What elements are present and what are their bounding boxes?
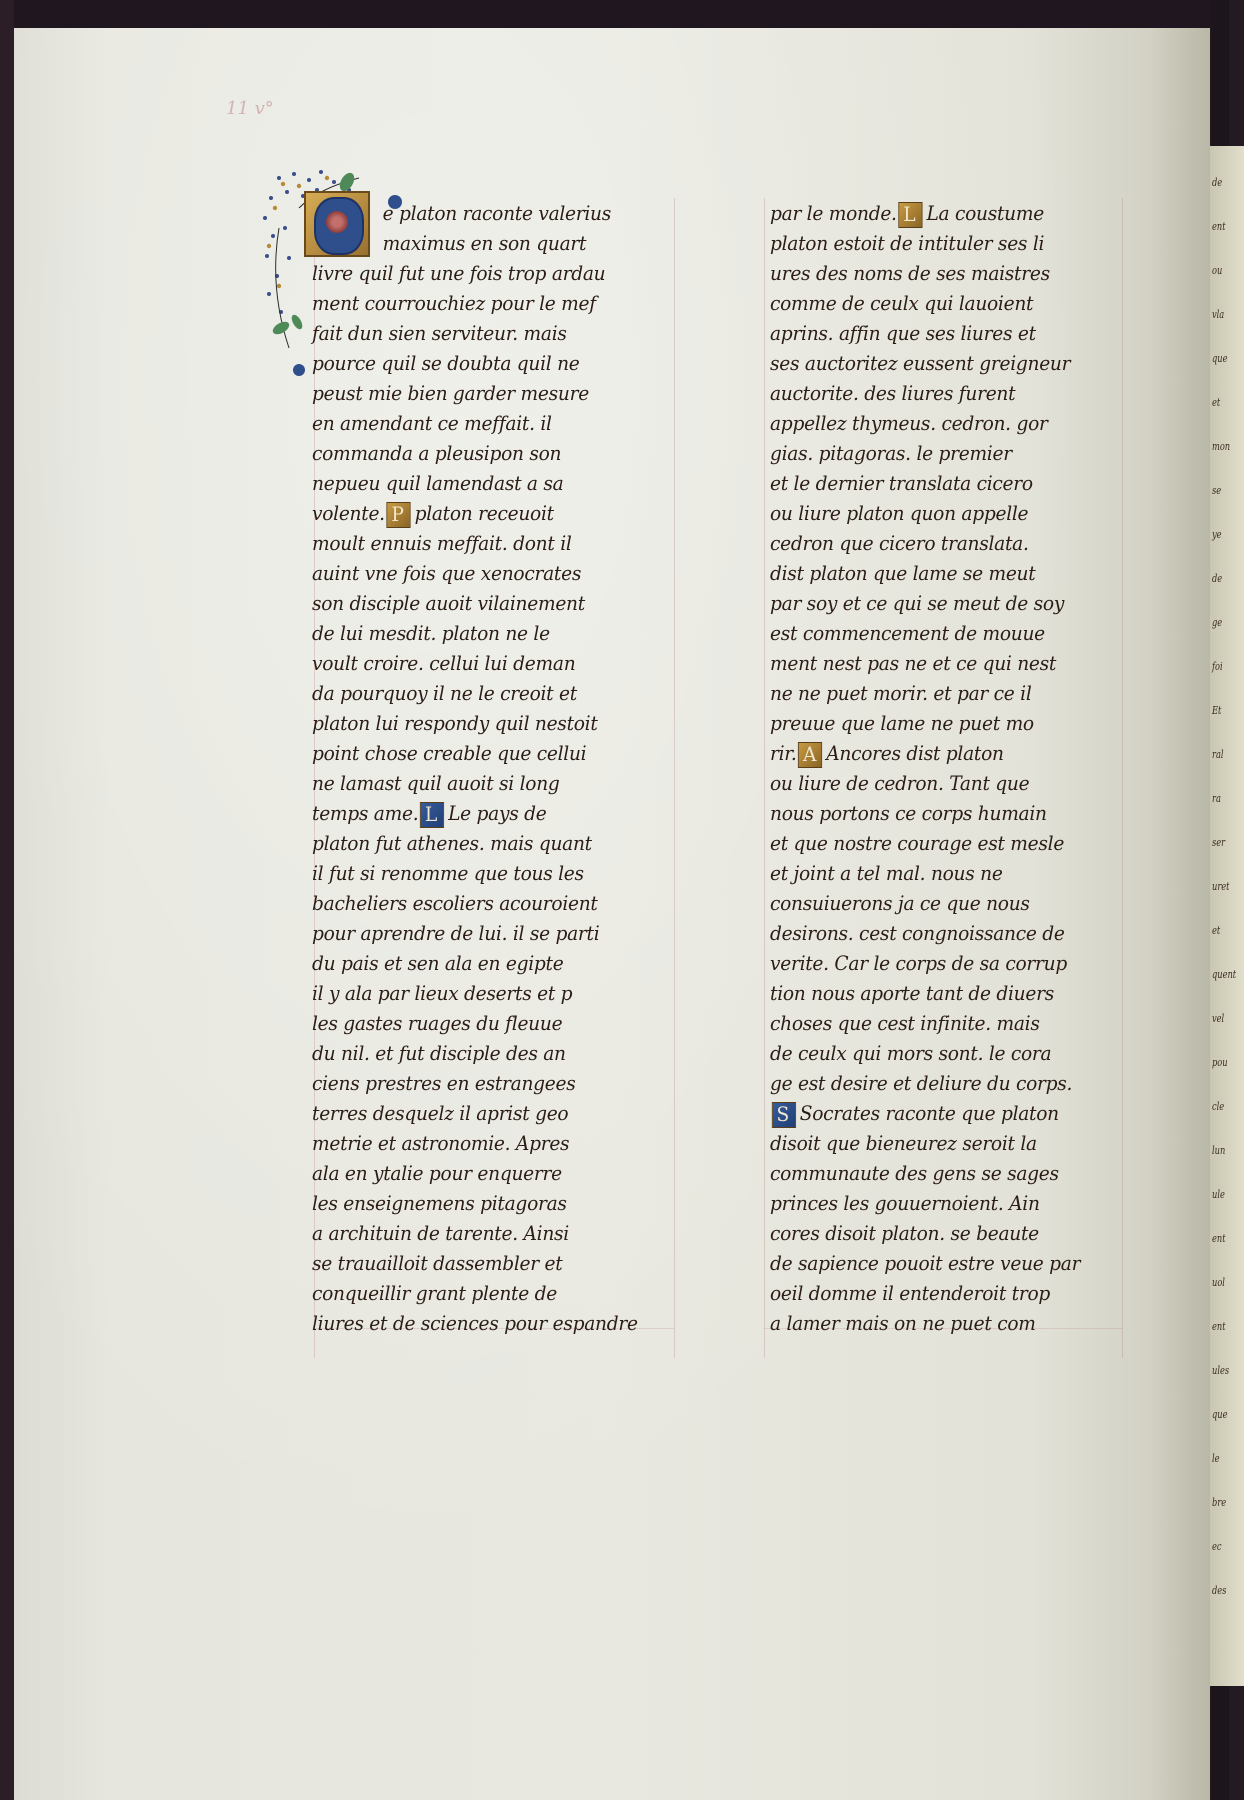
next-leaf-text-fragment: se [1212,484,1222,497]
text-line: de sapience pouoit estre veue par [770,1251,1081,1275]
small-initial: S [772,1102,796,1128]
text-line: et joint a tel mal. nous ne [770,861,1003,885]
text-line: volente. P platon receuoit [312,501,554,526]
text-line: point chose creable que cellui [312,741,587,765]
text-line: platon lui respondy quil nestoit [312,711,598,735]
next-leaf-text-fragment: quent [1212,968,1237,981]
text-line: cedron que cicero translata. [770,531,1029,555]
text-line: conqueillir grant plente de [312,1281,557,1305]
text-line: e platon raconte valerius [382,201,612,225]
text-column-left [312,198,692,1338]
text-line: gias. pitagoras. le premier [770,441,1012,465]
text-line: auctorite. des liures furent [770,381,1016,405]
text-line: ou liure platon quon appelle [770,501,1029,525]
text-line: ge est desire et deliure du corps. [770,1071,1073,1095]
text-line: auint vne fois que xenocrates [312,561,582,585]
next-leaf-text-fragment: uol [1212,1276,1225,1289]
text-line: ciens prestres en estrangees [312,1071,576,1095]
next-leaf-text-fragment: cle [1212,1100,1225,1113]
text-line: consuiuerons ja ce que nous [770,891,1030,915]
next-leaf-text-fragment: que [1212,352,1228,365]
text-line: princes les gouuernoient. Ain [770,1191,1040,1215]
next-leaf-text-fragment: de [1212,176,1223,189]
text-line: par le monde. L La coustume [770,201,1044,226]
next-leaf-text-fragment: ou [1212,264,1223,277]
text-line: et le dernier translata cicero [770,471,1033,495]
folio-number: 11 v° [226,98,274,119]
text-line: ment courrouchiez pour le mef [312,291,596,315]
text-line: de lui mesdit. platon ne le [312,621,550,645]
text-line: terres desquelz il aprist geo [312,1101,569,1125]
text-column-right [770,198,1150,1338]
text-line: par soy et ce qui se meut de soy [770,591,1065,615]
next-leaf-text-fragment: ent [1212,220,1226,233]
next-leaf-text-fragment: ge [1212,616,1223,629]
next-leaf-edge [1210,146,1244,1686]
text-line: maximus en son quart [382,231,587,255]
text-line: desirons. cest congnoissance de [770,921,1065,945]
next-leaf-text-fragment: pou [1212,1056,1228,1069]
text-line: son disciple auoit vilainement [312,591,585,615]
text-line: ures des noms de ses maistres [770,261,1050,285]
next-leaf-text-fragment: de [1212,572,1223,585]
text-line: fait dun sien serviteur. mais [312,321,567,345]
text-line: ala en ytalie pour enquerre [312,1161,562,1185]
text-line: bacheliers escoliers acouroient [312,891,598,915]
next-leaf-text-fragment: et [1212,924,1221,937]
next-leaf-text-fragment: que [1212,1408,1228,1421]
text-line: du nil. et fut disciple des an [312,1041,566,1065]
next-leaf-text-fragment: lun [1212,1144,1226,1157]
text-line: liures et de sciences pour espandre [312,1311,638,1335]
text-line: il fut si renomme que tous les [312,861,584,885]
next-leaf-text-fragment: le [1212,1452,1220,1465]
text-line: ou liure de cedron. Tant que [770,771,1030,795]
text-line: en amendant ce meffait. il [312,411,552,435]
ruling-line [764,198,765,1358]
text-line: a archituin de tarente. Ainsi [312,1221,569,1245]
next-leaf-text-fragment: ent [1212,1320,1226,1333]
text-line: ment nest pas ne et ce qui nest [770,651,1057,675]
text-line: les gastes ruages du fleuue [312,1011,563,1035]
text-line: appellez thymeus. cedron. gor [770,411,1048,435]
small-initial: L [420,802,444,828]
text-line: moult ennuis meffait. dont il [312,531,572,555]
scan-backdrop-left [0,0,14,1800]
next-leaf-text-fragment: ec [1212,1540,1222,1553]
text-line: rir. A Ancores dist platon [770,741,1004,766]
text-line: a lamer mais on ne puet com [770,1311,1036,1335]
text-line: metrie et astronomie. Apres [312,1131,570,1155]
text-line: il y ala par lieux deserts et p [312,981,573,1005]
text-line: communaute des gens se sages [770,1161,1059,1185]
next-leaf-text-fragment: vel [1212,1012,1225,1025]
text-line: est commencement de mouue [770,621,1045,645]
text-line: et que nostre courage est mesle [770,831,1065,855]
text-line: peust mie bien garder mesure [312,381,589,405]
manuscript-leaf [14,28,1237,1800]
next-leaf-text-fragment: des [1212,1584,1227,1597]
text-line: ne ne puet morir. et par ce il [770,681,1032,705]
text-line: comme de ceulx qui lauoient [770,291,1034,315]
small-initial: A [798,742,822,768]
text-line: preuue que lame ne puet mo [770,711,1034,735]
text-line: aprins. affin que ses liures et [770,321,1036,345]
next-leaf-text-fragment: uret [1212,880,1230,893]
text-line: pour aprendre de lui. il se parti [312,921,600,945]
text-line: disoit que bieneurez seroit la [770,1131,1037,1155]
text-line: choses que cest infinite. mais [770,1011,1040,1035]
next-leaf-text-fragment: ule [1212,1188,1225,1201]
text-line: du pais et sen ala en egipte [312,951,564,975]
text-line: temps ame. L Le pays de [312,801,547,826]
next-leaf-text-fragment: et [1212,396,1221,409]
text-line: pource quil se doubta quil ne [312,351,580,375]
next-leaf-text-fragment: ent [1212,1232,1226,1245]
text-line: livre quil fut une fois trop ardau [312,261,606,285]
text-line: tion nous aporte tant de diuers [770,981,1054,1005]
next-leaf-text-fragment: ser [1212,836,1226,849]
text-line: cores disoit platon. se beaute [770,1221,1039,1245]
scan-backdrop-top [0,0,1229,28]
text-line: ses auctoritez eussent greigneur [770,351,1071,375]
text-line: S Socrates raconte que platon [770,1098,1123,1128]
text-line: ne lamast quil auoit si long [312,771,560,795]
text-line: se trauailloit dassembler et [312,1251,563,1275]
text-line: dist platon que lame se meut [770,561,1036,585]
next-leaf-text-fragment: mon [1212,440,1231,453]
text-line: nous portons ce corps humain [770,801,1047,825]
text-line: platon estoit de intituler ses li [770,231,1045,255]
text-line: les enseignemens pitagoras [312,1191,567,1215]
next-leaf-text-fragment: ye [1212,528,1222,541]
text-line: platon fut athenes. mais quant [312,831,592,855]
text-line: commanda a pleusipon son [312,441,562,465]
text-line: voult croire. cellui lui deman [312,651,576,675]
next-leaf-text-fragment: foi [1212,660,1223,673]
small-initial: L [899,202,923,228]
next-leaf-text-fragment: Et [1212,704,1222,717]
next-leaf-text-fragment: ules [1212,1364,1230,1377]
next-leaf-text-fragment: bre [1212,1496,1227,1509]
text-line: da pourquoy il ne le creoit et [312,681,577,705]
text-line: verite. Car le corps de sa corrup [770,951,1067,975]
text-line: de ceulx qui mors sont. le cora [770,1041,1052,1065]
next-leaf-text-fragment: ral [1212,748,1224,761]
small-initial: P [387,502,411,528]
next-leaf-text-fragment: ra [1212,792,1221,805]
text-line: nepueu quil lamendast a sa [312,471,564,495]
next-leaf-text-fragment: vla [1212,308,1225,321]
text-line: oeil domme il entenderoit trop [770,1281,1051,1305]
